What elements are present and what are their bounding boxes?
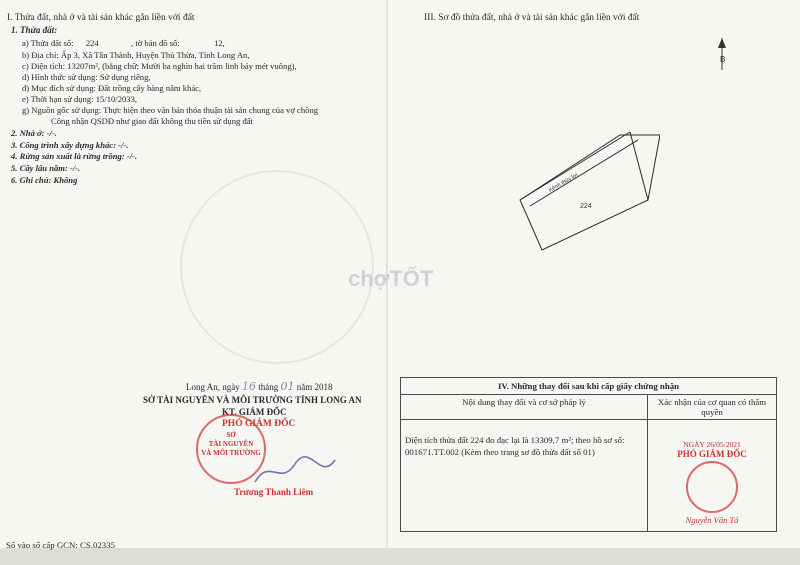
section3-title: III. Sơ đồ thửa đất, nhà ở và tài sản khác gắn liền với đất [424,13,640,23]
faint-seal [180,170,374,364]
change-content: Diện tích thửa đất 224 đo đạc lại là 13309,7 m²; theo hồ sơ số: 001671.TT.002 (Kèm theo trang sơ đồ thửa đất số 01) [401,420,648,532]
deputy-director-title: PHÓ GIÁM ĐỐC [222,419,296,429]
stamp-line-1: SỞ [226,431,236,439]
map-sheet-number: 12, [214,38,225,48]
item3-construction: 3. Công trình xây dựng khác: -/-. [11,140,129,150]
item2-house: 2. Nhà ở: -/-. [11,128,57,138]
kt-director: KT. GIÁM ĐỐC [222,407,287,417]
item6-note: 6. Ghi chú: Không [11,175,78,185]
parcel-sketch [510,110,660,260]
certificate-book-number: Số vào sổ cấp GCN: CS.02335 [6,540,115,550]
parcel-number: 224 [85,38,99,48]
item1-title: 1. Thửa đất: [11,25,58,35]
chotot-watermark: chợTỐT [348,266,434,291]
issue-month: 01 [280,380,295,393]
address-line: b) Địa chỉ: Ấp 3, Xã Tân Thành, Huyện Thủ Thừa, Tỉnh Long An, [22,50,250,60]
changes-col-content: Nội dung thay đổi và cơ sở pháp lý [401,395,648,420]
map-sheet-label: , tờ bản đồ số: [131,38,180,48]
issue-place: Long An, ngày [186,382,240,392]
signer-name: Trương Thanh Liêm [234,487,314,497]
area-line: c) Diện tích: 13207m², (bằng chữ: Mười ba nghìn hai trăm linh bảy mét vuông), [22,61,297,71]
term-line: e) Thời hạn sử dụng: 15/10/2033, [22,94,138,104]
origin-line-2: Công nhận QSDĐ như giao đất không thu tiền sử dụng đất [51,116,253,126]
stamp-line-2: TÀI NGUYÊN [208,440,254,448]
page-edge [0,548,800,565]
parcel-sketch-label: 224 [580,203,592,210]
canal-label: Kênh thủy lợi [548,172,580,194]
parcel-line [22,38,225,48]
parcel-label: a) Thửa đất số: [22,38,74,48]
year-label: năm 2018 [296,382,333,392]
section1-title: I. Thửa đất, nhà ở và tài sản khác gắn liền với đất [7,13,195,23]
month-label: tháng [258,382,279,392]
confirm-title: PHÓ GIÁM ĐỐC [677,449,747,459]
issue-day: 16 [242,380,256,393]
item4-forest: 4. Rừng sản xuất là rừng trồng: -/-. [11,151,138,161]
item5-trees: 5. Cây lâu năm: -/-. [11,163,81,173]
north-label: B [720,55,726,64]
change-confirm-cell [648,420,777,532]
left-signature [250,452,340,492]
origin-line-1: g) Nguồn gốc sử dụng: Thực hiện theo văn bản thỏa thuận tài sản chung của vợ chồng [22,105,319,115]
confirm-date: NGÀY 26/05/2021 [683,440,741,449]
issue-date [186,382,333,392]
north-arrow [700,34,750,74]
section4-title: IV. Những thay đổi sau khi cấp giấy chứng nhận [401,378,777,395]
confirm-stamp [686,461,738,513]
changes-table [400,377,777,532]
usage-form-line: d) Hình thức sử dụng: Sử dụng riêng, [22,72,151,82]
purpose-line: đ) Mục đích sử dụng: Đất trồng cây hàng năm khác, [22,83,202,93]
stamp-line-3: VÀ MÔI TRƯỜNG [201,449,261,457]
confirm-signer: Nguyễn Văn Tá [685,515,739,525]
department-name: SỞ TÀI NGUYÊN VÀ MÔI TRƯỜNG TỈNH LONG AN [143,395,362,405]
changes-col-confirm: Xác nhận của cơ quan có thẩm quyền [648,395,777,420]
